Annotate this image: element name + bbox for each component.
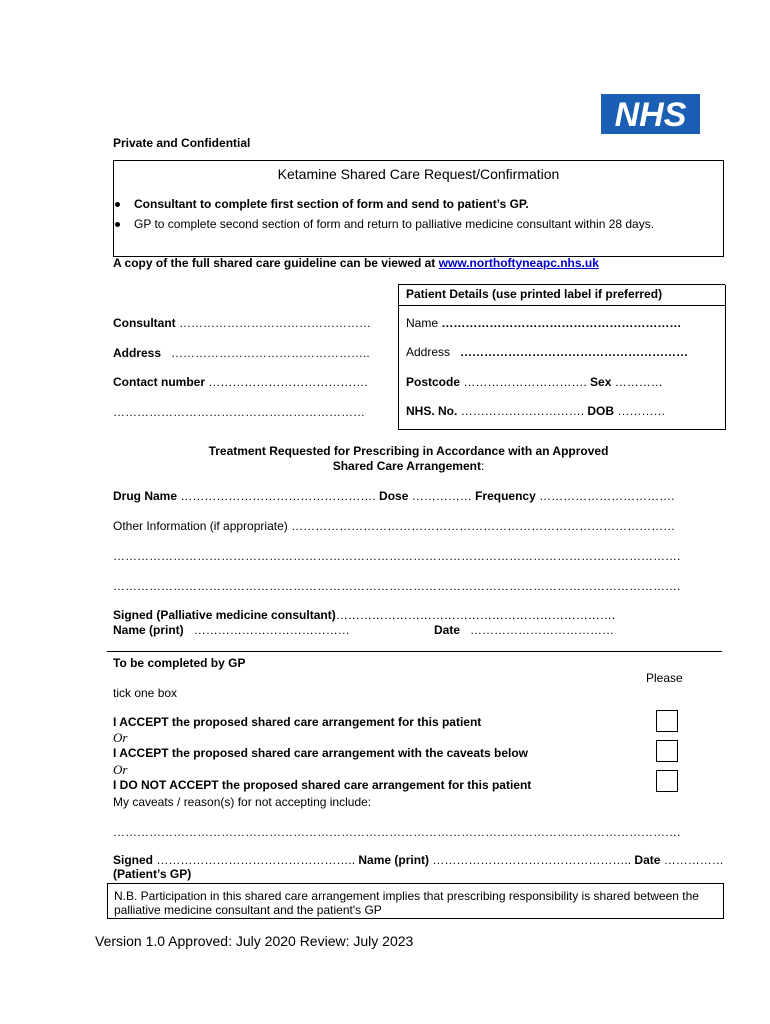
accept-caveats-option-label: I ACCEPT the proposed shared care arrangement with the caveats below (113, 746, 529, 760)
consultant-date-field[interactable] (434, 623, 614, 637)
other-info-line-1[interactable]: ……………………………………………………………………………………………………………………………. (113, 549, 681, 563)
caveats-line[interactable]: ……………………………………………………………………………………………………………………………. (113, 825, 681, 839)
patient-name-field[interactable] (406, 316, 681, 330)
treatment-subheading (113, 459, 704, 473)
consultant-signature-field[interactable] (113, 608, 615, 622)
nhs-logo (601, 94, 700, 134)
guideline-text (113, 256, 599, 270)
please-label: Please (646, 671, 683, 685)
guideline-label: A copy of the full shared care guideline can be viewed at (113, 256, 436, 270)
consultant-name-print-label: Name (print) (113, 623, 184, 637)
consultant-date-dots: ……………………………… (470, 623, 615, 637)
postcode-sex-field[interactable] (406, 375, 663, 389)
drug-name-dots: …………………………………………. (180, 489, 376, 503)
sex-dots: ………… (614, 375, 663, 389)
consultant-extra-line[interactable]: ……………………………………………………… (113, 405, 365, 419)
dob-dots: ………… (617, 404, 666, 418)
patient-address-dots: ………………………………………………… (460, 345, 689, 359)
treatment-subheading-colon: : (480, 459, 485, 473)
gp-date-label: Date (634, 853, 661, 867)
dose-dots: …………… (411, 489, 472, 503)
patient-name-label: Name (406, 316, 439, 330)
accept-caveats-checkbox[interactable] (656, 740, 678, 762)
consultant-dots: ………………………………………… (179, 316, 372, 330)
consultant-address-field[interactable] (113, 346, 370, 360)
patient-name-dots: …………………………………………………… (441, 316, 682, 330)
gp-name-print-label: Name (print) (358, 853, 430, 867)
patient-box-divider (398, 305, 725, 306)
nhs-number-dots: …………………………. (460, 404, 585, 418)
treatment-subheading-text: Shared Care Arrangement (332, 459, 481, 473)
consultant-address-label: Address (113, 346, 162, 360)
gp-date-dots: …………… (663, 853, 724, 867)
consultant-name-print-dots: ………………………………… (193, 623, 350, 637)
accept-checkbox[interactable] (656, 710, 678, 732)
other-info-line-2[interactable]: ……………………………………………………………………………………………………………………………. (113, 579, 681, 593)
consultant-label: Consultant (113, 316, 176, 330)
not-accept-checkbox[interactable] (656, 770, 678, 792)
form-title: Ketamine Shared Care Request/Confirmation (277, 166, 560, 182)
gp-signed-label: Signed (113, 853, 154, 867)
bullet-icon (115, 222, 120, 227)
drug-name-label: Drug Name (113, 489, 178, 503)
patient-address-label: Address (406, 345, 451, 359)
other-info-field[interactable] (113, 519, 675, 533)
patient-details-heading: Patient Details (use printed label if preferred) (406, 287, 663, 301)
treatment-heading: Treatment Requested for Prescribing in Accordance with an Approved (208, 444, 609, 458)
consultant-signed-dots: ……………………………………………………………. (335, 608, 616, 622)
frequency-label: Frequency (475, 489, 536, 503)
gp-signature-row[interactable] (113, 853, 724, 867)
gp-signed-dots: ………………………………………….. (156, 853, 356, 867)
other-info-dots: …………………………………………………………………………………… (291, 519, 676, 533)
dose-label: Dose (379, 489, 409, 503)
consultant-signed-label: Signed (Palliative medicine consultant) (113, 608, 336, 622)
tick-one-box-label: tick one box (113, 686, 178, 700)
patient-address-field[interactable] (406, 345, 688, 359)
consultant-name-print-field[interactable] (113, 623, 350, 637)
guideline-link[interactable]: www.northoftyneapc.nhs.uk (438, 256, 599, 270)
consultant-field[interactable] (113, 316, 371, 330)
other-info-label: Other Information (if appropriate) (113, 519, 288, 533)
nhs-dob-field[interactable] (406, 404, 665, 418)
contact-number-dots: …………………………………. (208, 375, 368, 389)
bullet-icon (115, 202, 120, 207)
drug-row[interactable] (113, 489, 674, 503)
consultant-address-dots: ………………………………………….. (171, 346, 370, 360)
instruction-consultant: Consultant to complete first section of form and send to patient’s GP. (134, 197, 529, 211)
contact-number-field[interactable] (113, 375, 368, 389)
sex-label: Sex (590, 375, 612, 389)
version-footer: Version 1.0 Approved: July 2020 Review: July 2023 (95, 933, 414, 949)
gp-name-print-dots: ………………………………………….. (432, 853, 632, 867)
consultant-date-label: Date (434, 623, 461, 637)
accept-option-label: I ACCEPT the proposed shared care arrangement for this patient (113, 715, 482, 729)
caveats-label: My caveats / reason(s) for not accepting include: (113, 795, 372, 809)
frequency-dots: ……………………………. (539, 489, 675, 503)
contact-number-label: Contact number (113, 375, 206, 389)
gp-section-heading: To be completed by GP (113, 656, 246, 670)
postcode-dots: …………………………. (463, 375, 587, 389)
or-label: Or (113, 730, 128, 745)
postcode-label: Postcode (406, 375, 461, 389)
or-label: Or (113, 762, 128, 777)
not-accept-option-label: I DO NOT ACCEPT the proposed shared care arrangement for this patient (113, 778, 532, 792)
nhs-number-label: NHS. No. (406, 404, 458, 418)
nb-note-text: N.B. Participation in this shared care arrangement implies that prescribing responsibility is shared between the palliative medicine consultant and the patient's GP (114, 889, 699, 917)
instruction-gp: GP to complete second section of form and return to palliative medicine consultant within 28 days. (134, 217, 655, 231)
nhs-logo-text: NHS (614, 96, 687, 134)
patients-gp-label: (Patient’s GP) (113, 867, 192, 881)
dob-label: DOB (587, 404, 615, 418)
confidential-label: Private and Confidential (113, 136, 251, 150)
gp-section-divider (107, 651, 722, 652)
